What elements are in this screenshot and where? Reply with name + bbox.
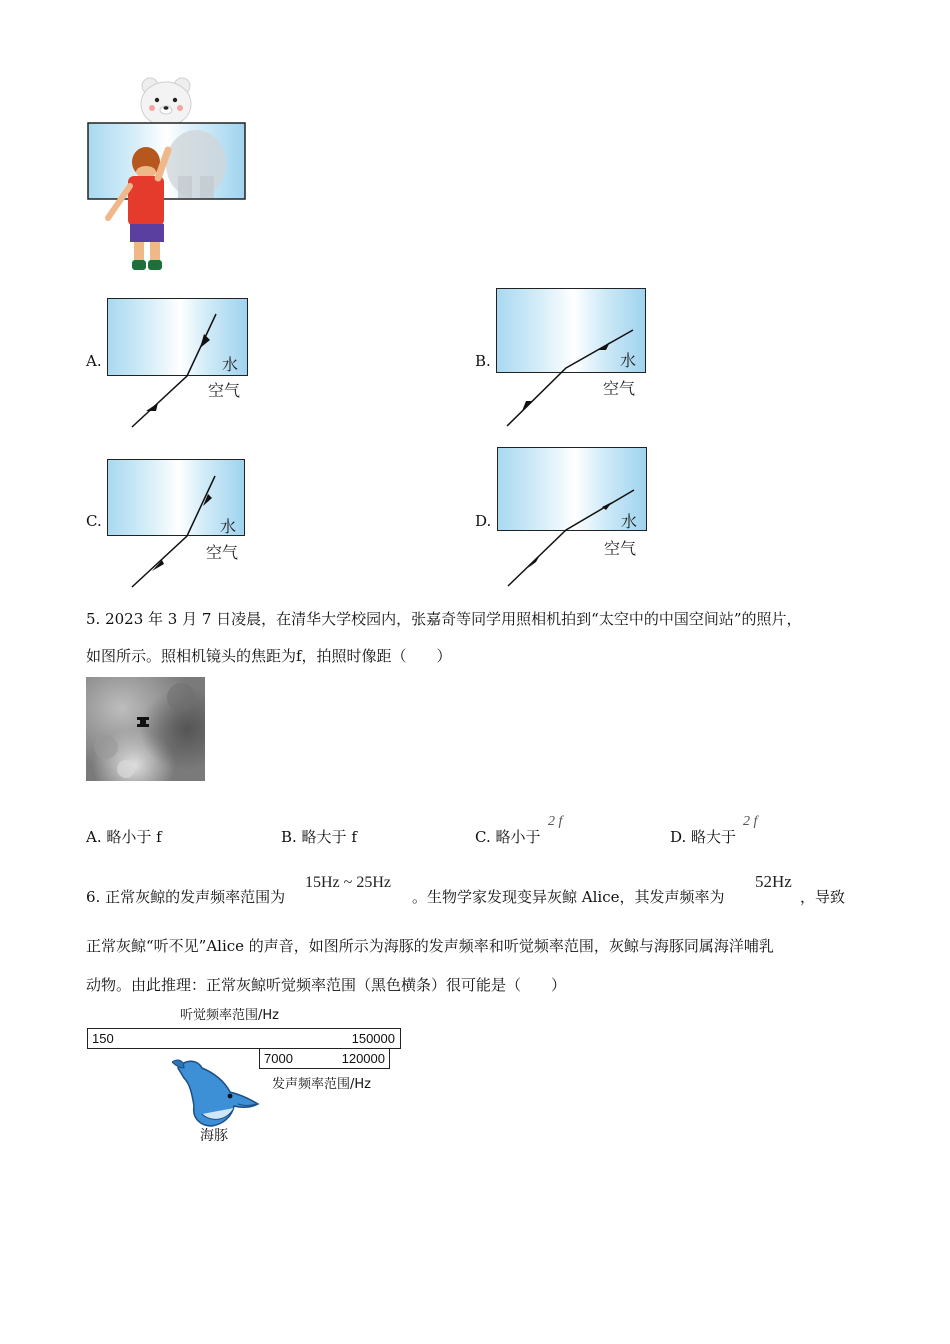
q4-option-c-ray bbox=[100, 450, 260, 600]
sound-range-bar bbox=[259, 1048, 390, 1069]
q4-option-a-letter[interactable]: A. bbox=[86, 352, 102, 370]
space-station-photo bbox=[86, 677, 205, 781]
sound-max-label: 120000 bbox=[341, 1051, 385, 1066]
dolphin-frequency-diagram bbox=[86, 1002, 406, 1152]
dolphin-icon bbox=[172, 1054, 264, 1128]
q5-stem-line2: 如图所示。照相机镜头的焦距为f，拍照时像距（ ） bbox=[86, 647, 452, 665]
sound-range-title: 发声频率范围/Hz bbox=[272, 1077, 371, 1092]
sound-min-label: 7000 bbox=[264, 1051, 293, 1066]
q4-option-b-letter[interactable]: B. bbox=[475, 352, 491, 370]
q6-stem-line2: 正常灰鲸“听不见”Alice 的声音，如图所示为海豚的发声频率和听觉频率范围，灰鲸与海豚同属海洋哺乳 bbox=[86, 937, 774, 955]
q5-stem-line1: 5. 2023 年 3 月 7 日凌晨，在清华大学校园内，张嘉奇等同学用照相机拍到“太空中的中国空间站”的照片， bbox=[86, 610, 802, 628]
polar-bear-icon bbox=[141, 78, 191, 126]
q4-option-b-water-label: 水 bbox=[620, 351, 637, 370]
q5-option-d[interactable]: D. 略大于 bbox=[670, 828, 737, 846]
q6-stem-line1-a: 6. 正常灰鲸的发声频率范围为 bbox=[86, 888, 286, 906]
dolphin-label: 海豚 bbox=[200, 1128, 228, 1144]
q5-option-d-sup: 2 f bbox=[743, 814, 758, 829]
q5-option-c-sup: 2 f bbox=[548, 814, 563, 829]
q4-option-b-ray bbox=[490, 280, 660, 440]
q4-option-d-ray bbox=[490, 440, 660, 600]
q4-option-c-air-label: 空气 bbox=[206, 543, 239, 562]
q4-option-a-ray bbox=[100, 290, 260, 440]
q4-option-d-water-label: 水 bbox=[621, 512, 638, 531]
q4-option-a-air-label: 空气 bbox=[208, 381, 241, 400]
q6-formula-range: 15Hz ~ 25Hz bbox=[305, 874, 391, 891]
q6-stem-line1-b: 。生物学家发现变异灰鲸 Alice，其发声频率为 bbox=[412, 888, 725, 906]
hearing-range-bar bbox=[87, 1028, 401, 1049]
q6-stem-line3: 动物。由此推理：正常灰鲸听觉频率范围（黑色横条）很可能是（ ） bbox=[86, 976, 567, 994]
hearing-min-label: 150 bbox=[92, 1031, 114, 1046]
hearing-max-label: 150000 bbox=[351, 1031, 395, 1046]
q6-stem-line1-c: ，导致 bbox=[800, 888, 846, 906]
q4-option-c-letter[interactable]: C. bbox=[86, 512, 102, 530]
q4-option-a-water-label: 水 bbox=[222, 355, 239, 374]
q5-option-c[interactable]: C. 略小于 bbox=[475, 828, 541, 846]
q6-formula-alice: 52Hz bbox=[755, 872, 792, 891]
q4-option-c-water-label: 水 bbox=[220, 517, 237, 536]
mirror-figure bbox=[86, 76, 251, 278]
hearing-range-title: 听觉频率范围/Hz bbox=[180, 1008, 279, 1023]
q5-option-b[interactable]: B. 略大于 f bbox=[281, 828, 357, 846]
q4-option-b-air-label: 空气 bbox=[603, 379, 636, 398]
q5-option-a[interactable]: A. 略小于 f bbox=[86, 828, 162, 846]
q4-option-d-letter[interactable]: D. bbox=[475, 512, 492, 530]
q4-option-d-air-label: 空气 bbox=[604, 539, 637, 558]
